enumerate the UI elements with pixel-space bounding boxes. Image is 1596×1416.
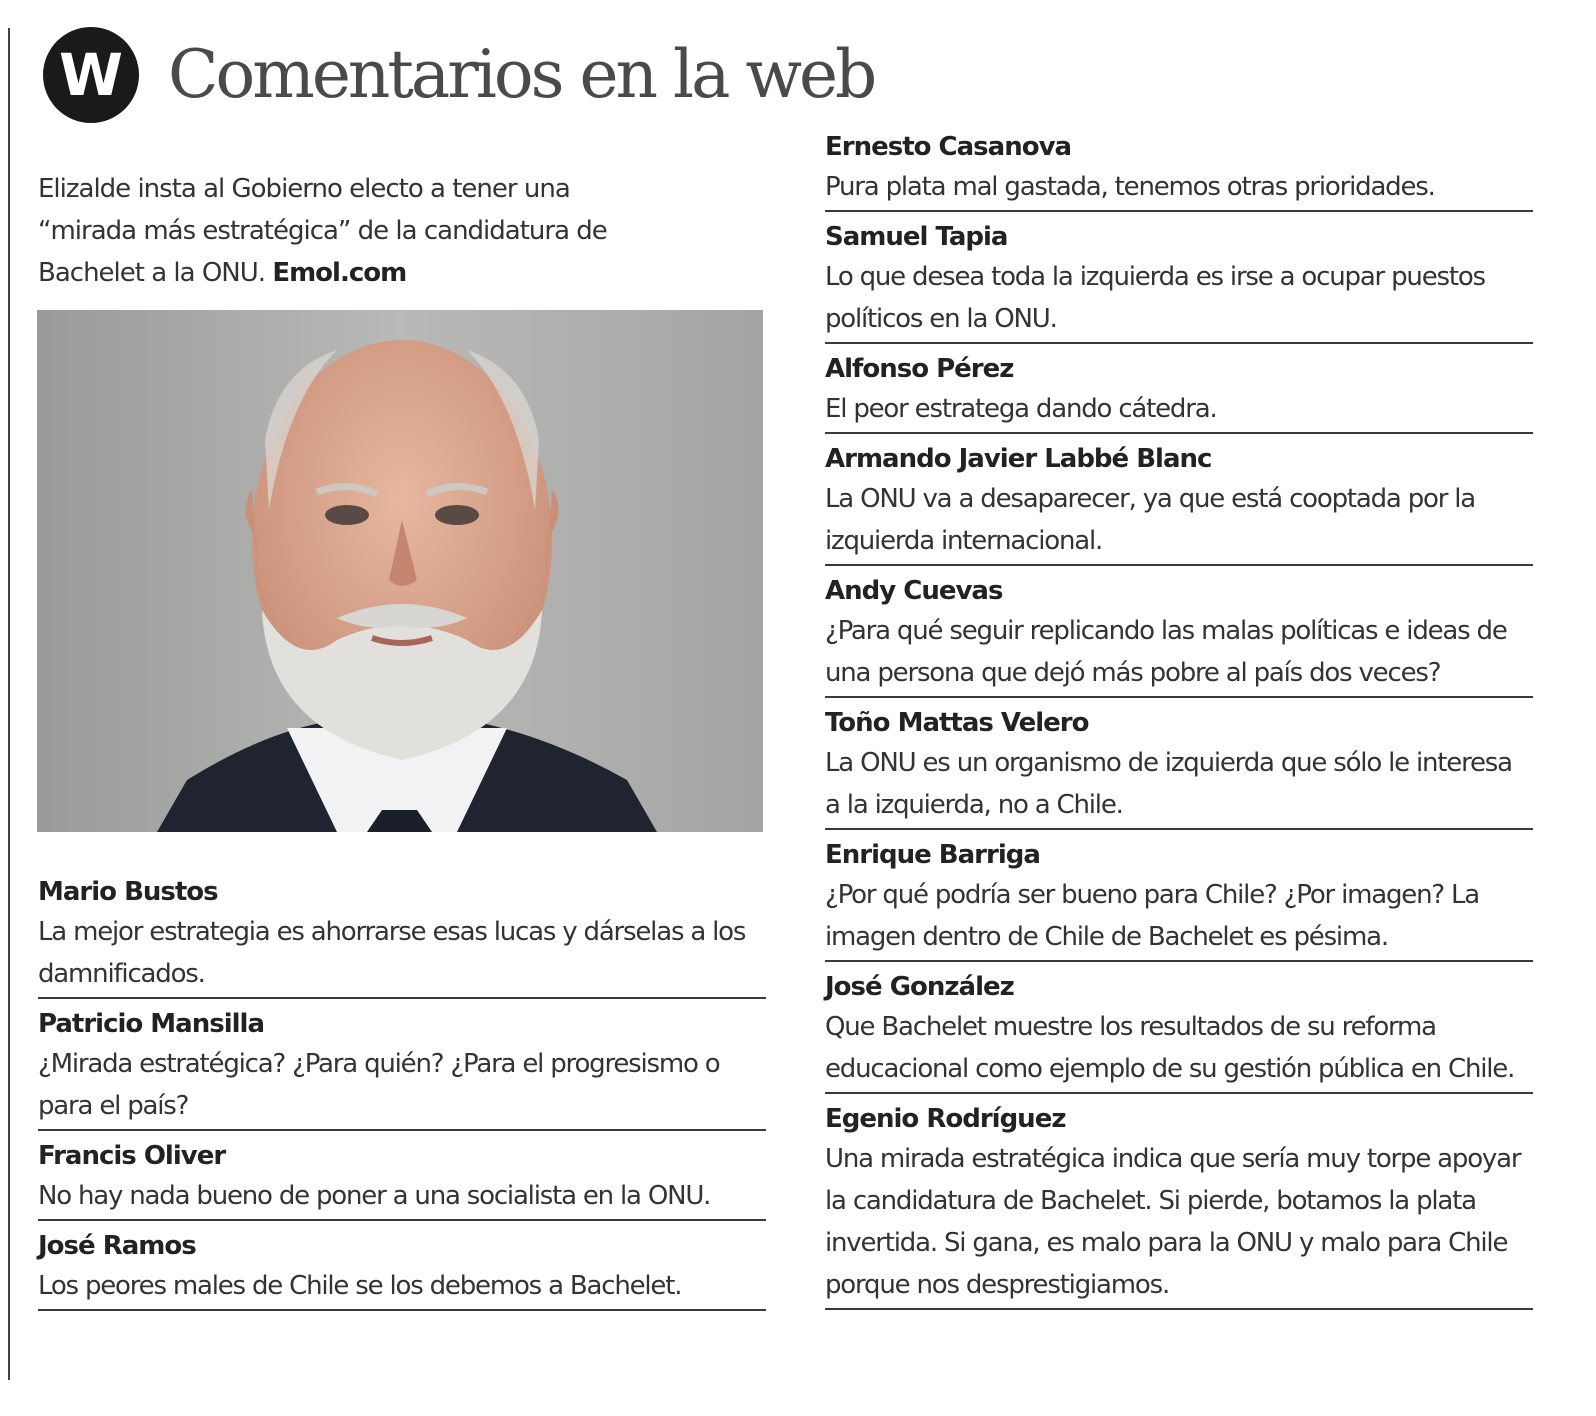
comment-author: Egenio Rodríguez	[825, 1104, 1066, 1134]
comment-item	[825, 1100, 1533, 1310]
comment-author: Enrique Barriga	[825, 840, 1040, 870]
comment-text: Que Bachelet muestre los resultados de su reforma educacional como ejemplo de su gestión pública en Chile.	[825, 1012, 1515, 1084]
lead-text: Elizalde insta al Gobierno electo a tener una “mirada más estratégica” de la candidatura de Bachelet a la ONU.	[38, 174, 607, 288]
comment-text: ¿Para qué seguir replicando las malas políticas e ideas de una persona que dejó más pobre al país dos veces?	[825, 616, 1507, 688]
comment-item	[825, 968, 1533, 1094]
comment-author: José González	[825, 972, 1014, 1002]
comments-right-column	[825, 128, 1533, 1316]
portrait-illustration	[37, 310, 763, 832]
comment-item	[825, 572, 1533, 698]
portrait-photo	[37, 310, 763, 832]
comment-item	[38, 1005, 766, 1131]
comment-author: Ernesto Casanova	[825, 132, 1072, 162]
comment-item	[825, 440, 1533, 566]
comment-text: Pura plata mal gastada, tenemos otras prioridades.	[825, 172, 1435, 202]
web-logo-icon	[43, 27, 139, 123]
comment-text: Los peores males de Chile se los debemos a Bachelet.	[38, 1271, 682, 1301]
comment-text: ¿Mirada estratégica? ¿Para quién? ¿Para el progresismo o para el país?	[38, 1049, 720, 1121]
comment-author: Alfonso Pérez	[825, 354, 1014, 384]
comment-author: Andy Cuevas	[825, 576, 1003, 606]
comment-text: La ONU es un organismo de izquierda que sólo le interesa a la izquierda, no a Chile.	[825, 748, 1512, 820]
comment-item	[825, 218, 1533, 344]
comment-item	[825, 836, 1533, 962]
comment-text: El peor estratega dando cátedra.	[825, 394, 1217, 424]
comment-text: ¿Por qué podría ser bueno para Chile? ¿Por imagen? La imagen dentro de Chile de Bachelet es pésima.	[825, 880, 1480, 952]
lead-paragraph	[38, 168, 608, 294]
lead-source: Emol.com	[272, 258, 407, 288]
comment-text: No hay nada bueno de poner a una socialista en la ONU.	[38, 1181, 711, 1211]
comment-text: La ONU va a desaparecer, ya que está cooptada por la izquierda internacional.	[825, 484, 1476, 556]
comment-item	[38, 1227, 766, 1311]
comment-author: Toño Mattas Velero	[825, 708, 1089, 738]
column-rule	[8, 28, 10, 1380]
comment-item	[825, 350, 1533, 434]
comment-author: José Ramos	[38, 1231, 196, 1261]
comment-author: Mario Bustos	[38, 877, 218, 907]
comment-author: Armando Javier Labbé Blanc	[825, 444, 1212, 474]
comment-item	[825, 704, 1533, 830]
comment-text: Lo que desea toda la izquierda es irse a ocupar puestos políticos en la ONU.	[825, 262, 1485, 334]
comments-left-column	[38, 873, 766, 1317]
comment-item	[38, 873, 766, 999]
comment-author: Patricio Mansilla	[38, 1009, 264, 1039]
comment-author: Francis Oliver	[38, 1141, 226, 1171]
comment-text: Una mirada estratégica indica que sería muy torpe apoyar la candidatura de Bachelet. Si pierde, botamos la plata invertida. Si gana, es malo para la ONU y malo para Chile porque nos desprestigiamos.	[825, 1144, 1521, 1300]
comment-item	[825, 128, 1533, 212]
logo-letter: W	[59, 41, 123, 109]
section-title: Comentarios en la web	[168, 36, 875, 113]
comment-text: La mejor estrategia es ahorrarse esas lucas y dárselas a los damnificados.	[38, 917, 746, 989]
comment-author: Samuel Tapia	[825, 222, 1008, 252]
comment-item	[38, 1137, 766, 1221]
